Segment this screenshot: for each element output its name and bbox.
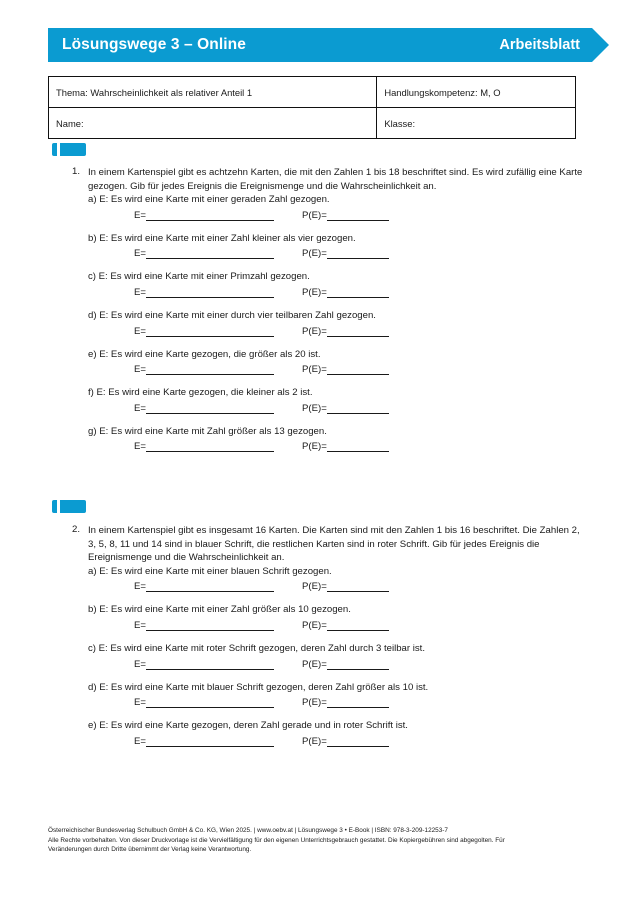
answer-e-rule[interactable] [146,660,274,670]
list-item: b) E: Es wird eine Karte mit einer Zahl größer als 10 gezogen. [88,604,351,616]
answer-pe-field[interactable] [302,736,389,747]
answer-e-field[interactable] [134,441,302,452]
competence-cell: Handlungskompetenz: M, O [377,77,576,108]
answer-e-rule[interactable] [146,621,274,631]
answer-row [88,210,586,221]
answer-e-rule[interactable] [146,211,274,221]
list-item: d) E: Es wird eine Karte mit einer durch vier teilbaren Zahl gezogen. [88,310,376,322]
exercise-2 [56,524,586,747]
list-item: g) E: Es wird eine Karte mit Zahl größer als 13 gezogen. [88,425,327,437]
answer-e-label: E= [134,248,147,260]
answer-e-rule[interactable] [146,288,274,298]
answer-pe-label: P(E)= [302,735,327,747]
answer-e-label: E= [134,402,147,414]
answer-e-field[interactable] [134,659,302,670]
answer-pe-rule[interactable] [327,404,389,414]
answer-pe-rule[interactable] [327,327,389,337]
answer-row [88,441,586,452]
answer-e-rule[interactable] [146,582,274,592]
theme-cell: Thema: Wahrscheinlichkeit als relativer Anteil 1 [49,77,377,108]
list-item: a) E: Es wird eine Karte mit einer blauen Schrift gezogen. [88,565,332,577]
answer-e-label: E= [134,658,147,670]
answer-pe-field[interactable] [302,248,389,259]
answer-row [88,364,586,375]
answer-row [88,620,586,631]
answer-e-field[interactable] [134,287,302,298]
footer-line-1: Österreichischer Bundesverlag Schulbuch GmbH & Co. KG, Wien 2025. | www.oebv.at | Lösungswege 3 • E-Book | ISBN: 978-3-209-12253-7 [48,827,448,834]
answer-pe-label: P(E)= [302,248,327,260]
exercise-1-header [56,166,586,193]
answer-e-field[interactable] [134,210,302,221]
answer-e-label: E= [134,620,147,632]
answer-pe-field[interactable] [302,620,389,631]
answer-e-label: E= [134,697,147,709]
answer-pe-label: P(E)= [302,620,327,632]
answer-row [88,581,586,592]
answer-e-field[interactable] [134,403,302,414]
list-item: b) E: Es wird eine Karte mit einer Zahl kleiner als vier gezogen. [88,232,356,244]
answer-pe-label: P(E)= [302,658,327,670]
answer-pe-field[interactable] [302,581,389,592]
answer-pe-label: P(E)= [302,402,327,414]
answer-e-label: E= [134,441,147,453]
answer-pe-rule[interactable] [327,737,389,747]
answer-e-rule[interactable] [146,737,274,747]
answer-pe-label: P(E)= [302,581,327,593]
worksheet-type-label: Arbeitsblatt [499,37,580,53]
answer-row [88,403,586,414]
answer-row [88,326,586,337]
answer-pe-field[interactable] [302,697,389,708]
answer-e-rule[interactable] [146,698,274,708]
list-item: d) E: Es wird eine Karte mit blauer Schrift gezogen, deren Zahl größer als 10 ist. [88,681,429,693]
answer-e-label: E= [134,287,147,299]
list-item: c) E: Es wird eine Karte mit roter Schrift gezogen, deren Zahl durch 3 teilbar ist. [88,643,425,655]
answer-pe-rule[interactable] [327,582,389,592]
page-footer [48,826,588,855]
info-table [48,76,576,139]
exercise-1-marker-icon [52,143,86,156]
list-item: a) E: Es wird eine Karte mit einer geraden Zahl gezogen. [88,194,330,206]
answer-e-label: E= [134,364,147,376]
answer-pe-label: P(E)= [302,441,327,453]
answer-pe-rule[interactable] [327,621,389,631]
answer-row [88,736,586,747]
page-header [48,28,592,62]
answer-pe-label: P(E)= [302,287,327,299]
list-item: e) E: Es wird eine Karte gezogen, deren Zahl gerade und in roter Schrift ist. [88,720,408,732]
answer-pe-field[interactable] [302,441,389,452]
table-row [49,108,576,139]
answer-pe-field[interactable] [302,403,389,414]
answer-e-rule[interactable] [146,365,274,375]
exercise-2-subitems [56,565,586,747]
answer-pe-label: P(E)= [302,364,327,376]
answer-pe-rule[interactable] [327,442,389,452]
answer-e-rule[interactable] [146,442,274,452]
answer-e-label: E= [134,581,147,593]
answer-e-field[interactable] [134,326,302,337]
answer-e-field[interactable] [134,364,302,375]
answer-e-label: E= [134,209,147,221]
exercise-2-intro: In einem Kartenspiel gibt es insgesamt 16 Karten. Die Karten sind mit den Zahlen 1 bis 16 beschriftet. Die Zahlen 2, 3, 5, 8, 11 und 14 sind in blauer Schrift, die restlichen Karten sind in roter Schrift. Gib für jedes Ereignis die Ereignismenge und die Wahrscheinlichkeit an. [88,525,580,564]
exercise-2-marker-icon [52,500,86,513]
answer-row [88,287,586,298]
answer-pe-rule[interactable] [327,288,389,298]
page-title: Lösungswege 3 – Online [62,36,246,53]
answer-pe-rule[interactable] [327,698,389,708]
answer-e-field[interactable] [134,248,302,259]
class-cell[interactable]: Klasse: [377,108,576,139]
answer-e-field[interactable] [134,697,302,708]
list-item: f) E: Es wird eine Karte gezogen, die kleiner als 2 ist. [88,387,313,399]
answer-e-field[interactable] [134,581,302,592]
answer-pe-rule[interactable] [327,249,389,259]
answer-e-label: E= [134,735,147,747]
answer-pe-label: P(E)= [302,697,327,709]
answer-pe-rule[interactable] [327,365,389,375]
exercise-1 [56,166,586,452]
answer-pe-field[interactable] [302,210,389,221]
table-row [49,77,576,108]
answer-row [88,659,586,670]
answer-e-rule[interactable] [146,327,274,337]
answer-pe-label: P(E)= [302,325,327,337]
footer-line-3: Veränderungen durch Dritte übernimmt der Verlag keine Verantwortung. [48,846,252,854]
answer-pe-field[interactable] [302,364,389,375]
answer-pe-rule[interactable] [327,211,389,221]
exercise-2-number: 2. [71,524,80,535]
answer-row [88,697,586,708]
exercise-1-subitems [56,193,586,452]
answer-e-field[interactable] [134,736,302,747]
answer-e-rule[interactable] [146,404,274,414]
answer-pe-label: P(E)= [302,209,327,221]
name-cell[interactable]: Name: [49,108,377,139]
answer-e-label: E= [134,325,147,337]
exercise-1-intro: In einem Kartenspiel gibt es achtzehn Karten, die mit den Zahlen 1 bis 18 beschriftet sind. Es wird zufällig eine Karte gezogen. Gib für jedes Ereignis die Ereignismenge und die Wahrscheinlichkeit an. [88,167,583,192]
answer-row [88,248,586,259]
exercise-1-number: 1. [71,166,80,177]
answer-pe-rule[interactable] [327,660,389,670]
list-item: e) E: Es wird eine Karte gezogen, die größer als 20 ist. [88,348,321,360]
footer-line-2: Alle Rechte vorbehalten. Von dieser Druckvorlage ist die Vervielfältigung für den eigenen Unterrichtsgebrauch gestattet. Die Kopiergebühren sind abgegolten. Für [48,836,505,844]
answer-e-field[interactable] [134,620,302,631]
answer-pe-field[interactable] [302,659,389,670]
answer-pe-field[interactable] [302,287,389,298]
answer-pe-field[interactable] [302,326,389,337]
exercise-2-header [56,524,586,565]
list-item: c) E: Es wird eine Karte mit einer Primzahl gezogen. [88,271,310,283]
answer-e-rule[interactable] [146,249,274,259]
